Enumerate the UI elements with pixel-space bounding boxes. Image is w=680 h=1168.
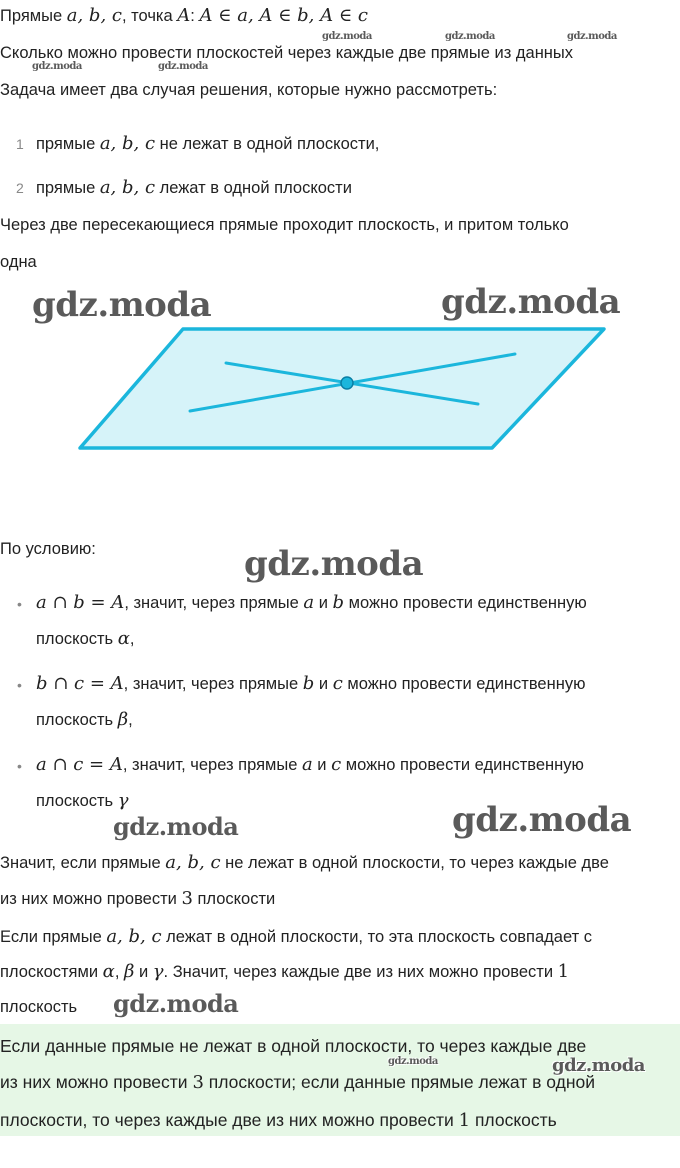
answer-box — [0, 1024, 680, 1136]
conclusion-text: не лежат в одной плоскости, то через каждые две — [220, 854, 609, 872]
conclusion-number: 3 — [181, 888, 193, 909]
bullet-expr: b ∩ c = A — [36, 673, 124, 694]
plane-gamma: γ — [152, 961, 164, 982]
answer-line-2 — [0, 1072, 595, 1093]
bullet-text: , — [128, 711, 133, 729]
given-text-2: , точка — [121, 7, 178, 25]
bullet-dot: • — [17, 677, 22, 693]
bullet-plane: γ — [117, 790, 129, 811]
conclusion-text: лежат в одной плоскости, то эта плоскость совпадает с — [161, 928, 592, 946]
bullet-item-cont — [36, 709, 133, 730]
case-text-end: не лежат в одной плоскости, — [155, 135, 380, 153]
bullet-item — [36, 673, 585, 694]
watermark: gdz.moda — [113, 812, 239, 841]
bullet-text: , значит, через прямые — [124, 594, 304, 612]
bullet-item — [36, 592, 587, 613]
conclusion-text: , — [114, 963, 124, 981]
case-text: прямые — [36, 135, 100, 153]
answer-line-3 — [0, 1110, 557, 1131]
conclusion-text: и — [134, 963, 153, 981]
case-vars: a, b, c — [99, 133, 156, 154]
watermark: gdz.moda — [158, 61, 208, 72]
given-text: Прямые — [0, 7, 67, 25]
answer-text: плоскости; если данные прямые лежат в одной — [203, 1072, 596, 1092]
given-point: A — [177, 5, 191, 26]
intro-text: Задача имеет два случая решения, которые нужно рассмотреть: — [0, 81, 498, 99]
watermark: gdz.moda — [244, 544, 424, 584]
plane-alpha: α — [102, 961, 115, 982]
given-relations: A ∈ a, A ∈ b, A ∈ c — [199, 5, 368, 26]
watermark: gdz.moda — [441, 282, 621, 322]
plane-beta: β — [123, 961, 135, 982]
given-vars: a, b, c — [66, 5, 122, 26]
bullet-text: , значит, через прямые — [122, 756, 302, 774]
answer-number: 3 — [192, 1072, 204, 1093]
conclusion-number: 1 — [557, 961, 570, 982]
watermark: gdz.moda — [388, 1056, 438, 1067]
bullet-var: b — [332, 592, 345, 613]
conclusion-text: . Значит, через каждые две из них можно провести — [163, 963, 558, 981]
case-vars: a, b, c — [99, 177, 156, 198]
given-line — [0, 5, 368, 26]
watermark: gdz.moda — [322, 31, 372, 42]
case-item — [36, 177, 352, 198]
conclusion-1-line-1 — [0, 852, 609, 873]
case-number: 1 — [16, 136, 24, 152]
plane-parallelogram — [80, 329, 604, 448]
bullet-var: a — [303, 592, 315, 613]
conclusion-text: плоскости — [192, 890, 276, 908]
conclusion-text: Если прямые — [0, 928, 107, 946]
bullet-text: плоскость — [36, 630, 118, 648]
answer-text: плоскости, то через каждые две из них можно провести — [0, 1110, 459, 1130]
bullet-text: , — [129, 630, 135, 648]
conclusion-1-line-2 — [0, 888, 275, 909]
conclusion-2-line-3: плоскость — [0, 998, 78, 1016]
bullet-var: c — [331, 754, 342, 775]
bullet-expr: a ∩ b = A — [36, 592, 125, 613]
watermark: gdz.moda — [452, 800, 632, 840]
bullet-text: можно провести единственную — [344, 594, 587, 612]
watermark: gdz.moda — [567, 31, 617, 42]
conclusion-vars: a, b, c — [106, 926, 162, 947]
bullet-text: можно провести единственную — [341, 756, 584, 774]
conclusion-text: из них можно провести — [0, 890, 182, 908]
watermark: gdz.moda — [32, 61, 82, 72]
conclusion-2-line-2 — [0, 961, 569, 982]
bullet-text: плоскость — [36, 792, 118, 810]
case-text: прямые — [36, 179, 100, 197]
intersection-point — [341, 377, 353, 389]
bullet-var: c — [332, 673, 343, 694]
bullet-dot: • — [17, 758, 22, 774]
given-text-3: : — [190, 7, 200, 25]
bullet-item-cont — [36, 628, 135, 649]
conclusion-text: плоскостями — [0, 963, 103, 981]
bullet-text: и — [312, 756, 332, 774]
bullet-text: можно провести единственную — [342, 675, 586, 693]
bullet-dot: • — [17, 596, 22, 612]
bullet-text: , значит, через прямые — [123, 675, 303, 693]
bullet-var: b — [302, 673, 315, 694]
bullet-var: a — [301, 754, 313, 775]
axiom-line-1: Через две пересекающиеся прямые проходит плоскость, и притом только — [0, 216, 569, 234]
watermark: gdz.moda — [113, 989, 239, 1018]
case-text-end: лежат в одной плоскости — [155, 179, 352, 197]
bullet-plane: β — [117, 709, 129, 730]
case-number: 2 — [16, 180, 24, 196]
answer-text: из них можно провести — [0, 1072, 193, 1092]
bullet-text: и — [314, 675, 333, 693]
watermark: gdz.moda — [32, 285, 212, 325]
condition-label: По условию: — [0, 540, 96, 558]
answer-text: плоскость — [470, 1110, 557, 1130]
bullet-expr: a ∩ c = A — [36, 754, 123, 775]
conclusion-text: Значит, если прямые — [0, 854, 166, 872]
bullet-text: плоскость — [36, 711, 118, 729]
watermark: gdz.moda — [445, 31, 495, 42]
conclusion-vars: a, b, c — [165, 852, 221, 873]
answer-number: 1 — [458, 1110, 471, 1131]
axiom-line-2: одна — [0, 253, 37, 271]
bullet-item-cont — [36, 790, 129, 811]
bullet-text: и — [314, 594, 333, 612]
bullet-item — [36, 754, 584, 775]
question-text: Сколько можно провести плоскостей через каждые две прямые из данных — [0, 44, 574, 62]
watermark: gdz.moda — [552, 1055, 645, 1076]
case-item — [36, 133, 379, 154]
conclusion-2-line-1 — [0, 926, 592, 947]
bullet-plane: α — [117, 628, 130, 649]
answer-line-1: Если данные прямые не лежат в одной плоскости, то через каждые две — [0, 1036, 587, 1056]
